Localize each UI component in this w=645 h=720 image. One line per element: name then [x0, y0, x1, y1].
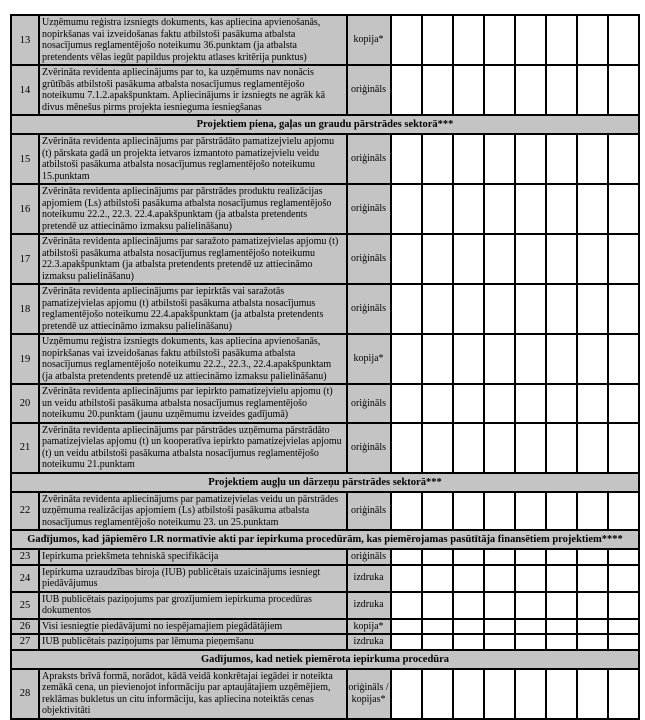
empty-check-cell	[453, 423, 484, 473]
empty-check-cell	[453, 384, 484, 423]
item-row	[11, 592, 639, 619]
item-row	[11, 492, 639, 531]
empty-check-cell	[391, 669, 422, 719]
empty-check-cell	[422, 65, 453, 115]
empty-check-cell	[391, 334, 422, 384]
item-row	[11, 65, 639, 115]
empty-check-cell	[577, 423, 608, 473]
empty-check-cell	[608, 423, 639, 473]
empty-check-cell	[453, 492, 484, 531]
empty-check-cell	[484, 384, 515, 423]
empty-check-cell	[422, 234, 453, 284]
row-number: 17	[11, 234, 39, 284]
empty-check-cell	[515, 549, 546, 565]
empty-check-cell	[546, 284, 577, 334]
empty-check-cell	[546, 234, 577, 284]
row-number: 21	[11, 423, 39, 473]
empty-check-cell	[453, 549, 484, 565]
empty-check-cell	[515, 634, 546, 650]
empty-check-cell	[422, 669, 453, 719]
empty-check-cell	[453, 234, 484, 284]
row-doc-type: oriģināls / kopijas*	[347, 669, 391, 719]
empty-check-cell	[546, 549, 577, 565]
empty-check-cell	[515, 669, 546, 719]
empty-check-cell	[515, 592, 546, 619]
empty-check-cell	[391, 565, 422, 592]
item-row	[11, 15, 639, 65]
row-description: Zvērināta revidenta apliecinājums par pārstrādāto pamatizejvielu apjomu (t) pārskata gadā un projekta ietvaros izmantoto pamatizejvielu veidu atbilstoši pasākuma atbalsta nosacījumus reglamentējošo noteikumu 15.punktam	[39, 134, 346, 184]
empty-check-cell	[422, 423, 453, 473]
empty-check-cell	[391, 619, 422, 635]
empty-check-cell	[391, 284, 422, 334]
empty-check-cell	[608, 669, 639, 719]
row-description: IUB publicētais paziņojums par lēmuma pieņemšanu	[39, 634, 346, 650]
empty-check-cell	[484, 592, 515, 619]
section-header-row	[11, 115, 639, 134]
item-row	[11, 384, 639, 423]
empty-check-cell	[422, 284, 453, 334]
empty-check-cell	[577, 492, 608, 531]
empty-check-cell	[422, 619, 453, 635]
row-doc-type: oriģināls	[347, 134, 391, 184]
empty-check-cell	[546, 592, 577, 619]
row-number: 23	[11, 549, 39, 565]
empty-check-cell	[515, 565, 546, 592]
row-description: IUB publicētais paziņojums par grozījumiem iepirkuma procedūras dokumentos	[39, 592, 346, 619]
row-number: 14	[11, 65, 39, 115]
empty-check-cell	[577, 65, 608, 115]
row-number: 26	[11, 619, 39, 635]
empty-check-cell	[577, 284, 608, 334]
empty-check-cell	[422, 565, 453, 592]
empty-check-cell	[577, 134, 608, 184]
item-row	[11, 423, 639, 473]
row-doc-type: kopija*	[347, 334, 391, 384]
empty-check-cell	[484, 284, 515, 334]
item-row	[11, 619, 639, 635]
empty-check-cell	[546, 384, 577, 423]
empty-check-cell	[515, 134, 546, 184]
section-header-row	[11, 473, 639, 492]
empty-check-cell	[515, 65, 546, 115]
row-doc-type: oriģināls	[347, 492, 391, 531]
empty-check-cell	[577, 634, 608, 650]
empty-check-cell	[484, 492, 515, 531]
row-description: Zvērināta revidenta apliecinājums par iepirkto pamatizejvielu apjomu (t) un veidu atbilstoši pasākuma atbalsta nosacījumus reglamentējošo noteikumu 20.punktam (jaunu uzņēmumu izveides gadījumā)	[39, 384, 346, 423]
empty-check-cell	[391, 423, 422, 473]
item-row	[11, 184, 639, 234]
empty-check-cell	[453, 565, 484, 592]
empty-check-cell	[515, 492, 546, 531]
row-description: Zvērināta revidenta apliecinājums par pamatizejvielas veidu un pārstrādes uzņēmuma realizācijas apjomiem (Ls) atbilstoši pasākuma atbalsta nosacījumus reglamentējošo noteikumu 23. un 25.punktam	[39, 492, 346, 531]
empty-check-cell	[484, 565, 515, 592]
empty-check-cell	[391, 134, 422, 184]
empty-check-cell	[577, 669, 608, 719]
row-description: Zvērināta revidenta apliecinājums par saražoto pamatizejvielas apjomu (t) atbilstoši pasākuma atbalsta nosacījumus reglamentējošo noteikumu 22.3.apakšpunktam (ja atbalsta pretendents pretendē uz attiecināmo izmaksu palielināšanu)	[39, 234, 346, 284]
row-number: 27	[11, 634, 39, 650]
row-doc-type: oriģināls	[347, 423, 391, 473]
empty-check-cell	[577, 619, 608, 635]
empty-check-cell	[608, 284, 639, 334]
empty-check-cell	[484, 184, 515, 234]
row-description: Visi iesniegtie piedāvājumi no iespējamajiem piegādātājiem	[39, 619, 346, 635]
empty-check-cell	[453, 65, 484, 115]
row-number: 25	[11, 592, 39, 619]
empty-check-cell	[546, 65, 577, 115]
empty-check-cell	[546, 134, 577, 184]
empty-check-cell	[422, 334, 453, 384]
empty-check-cell	[422, 15, 453, 65]
item-row	[11, 565, 639, 592]
row-number: 28	[11, 669, 39, 719]
row-description: Zvērināta revidenta apliecinājums par to, ka uzņēmums nav nonācis grūtībās atbilstoši pasākuma atbalsta nosacījumus reglamentējošo noteikumu 7.1.2.apakšpunktam. Apliecinājums ir izsniegts ne agrāk kā divus mēnešus pirms projekta iesnieguma iesniegšanas	[39, 65, 346, 115]
empty-check-cell	[484, 669, 515, 719]
empty-check-cell	[391, 234, 422, 284]
empty-check-cell	[515, 384, 546, 423]
empty-check-cell	[577, 234, 608, 284]
empty-check-cell	[608, 15, 639, 65]
empty-check-cell	[484, 334, 515, 384]
row-description: Apraksts brīvā formā, norādot, kādā veidā konkrētajai iegādei ir noteikta zemākā cena, un pievienojot informāciju par aptaujātajiem uzņēmējiem, reklāmas bukletus un citu informāciju, kas apliecina noteiktās cenas objektivitāti	[39, 669, 346, 719]
empty-check-cell	[546, 565, 577, 592]
empty-check-cell	[453, 619, 484, 635]
empty-check-cell	[453, 634, 484, 650]
row-number: 22	[11, 492, 39, 531]
empty-check-cell	[546, 423, 577, 473]
row-description: Iepirkuma uzraudzības biroja (IUB) publicētais uzaicinājums iesniegt piedāvājumus	[39, 565, 346, 592]
section-header-row	[11, 530, 639, 549]
empty-check-cell	[546, 15, 577, 65]
section-header-row	[11, 650, 639, 669]
empty-check-cell	[484, 634, 515, 650]
empty-check-cell	[608, 492, 639, 531]
empty-check-cell	[515, 284, 546, 334]
empty-check-cell	[453, 669, 484, 719]
empty-check-cell	[608, 565, 639, 592]
empty-check-cell	[484, 234, 515, 284]
empty-check-cell	[515, 184, 546, 234]
row-doc-type: izdruka	[347, 592, 391, 619]
empty-check-cell	[515, 619, 546, 635]
empty-check-cell	[453, 592, 484, 619]
section-title: Projektiem augļu un dārzeņu pārstrādes sektorā***	[11, 473, 639, 492]
row-description: Zvērināta revidenta apliecinājums par pārstrādes produktu realizācijas apjomiem (Ls) atbilstoši pasākuma atbalsta nosacījumus reglamentējošo noteikumu 22.2., 22.3. 22.4.apakšpunktam (ja atbalsta pretendents pretendē uz attiecināmo izmaksu palielināšanu)	[39, 184, 346, 234]
empty-check-cell	[422, 492, 453, 531]
row-description: Uzņēmumu reģistra izsniegts dokuments, kas apliecina apvienošanās, nopirkšanas vai izveidošanas faktu atbilstoši pasākuma atbalsta nosacījumus reglamentējošo noteikumu 22.2., 22.3., 22.4.apakšpunktam (ja atbalsta pretendents pretendē uz attiecināmo izmaksu palielināšanu)	[39, 334, 346, 384]
empty-check-cell	[608, 619, 639, 635]
empty-check-cell	[608, 634, 639, 650]
empty-check-cell	[608, 134, 639, 184]
empty-check-cell	[391, 634, 422, 650]
row-description: Uzņēmumu reģistra izsniegts dokuments, kas apliecina apvienošanās, nopirkšanas vai izveidošanas faktu atbilstoši pasākuma atbalsta nosacījumus reglamentējošo noteikumu 36.punktam (ja atbalsta pretendents vēlas iegūt papildus projektu atlases kritērija punktus)	[39, 15, 346, 65]
row-description: Zvērināta revidenta apliecinājums par pārstrādes uzņēmuma pārstrādāto pamatizejvielas apjomu (t) un kooperatīva iepirkto pamatizejvielas apjomu (t) un veidu atbilstoši pasākuma atbalsta nosacījumus reglamentējošo noteikumu 21.punktam	[39, 423, 346, 473]
empty-check-cell	[453, 184, 484, 234]
empty-check-cell	[608, 234, 639, 284]
row-number: 20	[11, 384, 39, 423]
empty-check-cell	[546, 669, 577, 719]
empty-check-cell	[453, 15, 484, 65]
document-table-body	[11, 15, 639, 719]
empty-check-cell	[546, 184, 577, 234]
empty-check-cell	[546, 334, 577, 384]
empty-check-cell	[391, 492, 422, 531]
empty-check-cell	[484, 549, 515, 565]
empty-check-cell	[422, 134, 453, 184]
row-number: 19	[11, 334, 39, 384]
item-row	[11, 669, 639, 719]
item-row	[11, 234, 639, 284]
empty-check-cell	[484, 65, 515, 115]
row-doc-type: oriģināls	[347, 184, 391, 234]
empty-check-cell	[577, 334, 608, 384]
section-title: Gadījumos, kad netiek piemērota iepirkuma procedūra	[11, 650, 639, 669]
row-doc-type: oriģināls	[347, 384, 391, 423]
row-doc-type: oriģināls	[347, 234, 391, 284]
empty-check-cell	[391, 384, 422, 423]
section-title: Gadījumos, kad jāpiemēro LR normatīvie akti par iepirkuma procedūrām, kas piemērojamas pasūtītāja finansētiem projektiem****	[11, 530, 639, 549]
row-doc-type: izdruka	[347, 634, 391, 650]
row-doc-type: oriģināls	[347, 284, 391, 334]
empty-check-cell	[453, 284, 484, 334]
empty-check-cell	[577, 15, 608, 65]
empty-check-cell	[515, 15, 546, 65]
document-table	[10, 14, 640, 720]
empty-check-cell	[546, 492, 577, 531]
item-row	[11, 334, 639, 384]
item-row	[11, 634, 639, 650]
empty-check-cell	[577, 384, 608, 423]
row-number: 16	[11, 184, 39, 234]
empty-check-cell	[608, 384, 639, 423]
empty-check-cell	[453, 134, 484, 184]
empty-check-cell	[577, 549, 608, 565]
empty-check-cell	[577, 592, 608, 619]
item-row	[11, 284, 639, 334]
empty-check-cell	[546, 634, 577, 650]
row-doc-type: kopija*	[347, 619, 391, 635]
section-title: Projektiem piena, gaļas un graudu pārstrādes sektorā***	[11, 115, 639, 134]
empty-check-cell	[453, 334, 484, 384]
row-doc-type: kopija*	[347, 15, 391, 65]
row-number: 13	[11, 15, 39, 65]
row-doc-type: izdruka	[347, 565, 391, 592]
row-doc-type: oriģināls	[347, 549, 391, 565]
item-row	[11, 134, 639, 184]
empty-check-cell	[577, 184, 608, 234]
empty-check-cell	[391, 65, 422, 115]
row-number: 24	[11, 565, 39, 592]
empty-check-cell	[391, 549, 422, 565]
empty-check-cell	[608, 65, 639, 115]
empty-check-cell	[608, 592, 639, 619]
empty-check-cell	[515, 334, 546, 384]
item-row	[11, 549, 639, 565]
empty-check-cell	[422, 592, 453, 619]
row-doc-type: oriģināls	[347, 65, 391, 115]
empty-check-cell	[484, 619, 515, 635]
empty-check-cell	[577, 565, 608, 592]
row-description: Zvērināta revidenta apliecinājums par iepirktās vai saražotās pamatizejvielas apjomu (t) atbilstoši pasākuma atbalsta nosacījumus reglamentējošo noteikumu 22.4.apakšpunktam (ja atbalsta pretendents pretendē uz attiecināmo izmaksu palielināšanu)	[39, 284, 346, 334]
row-number: 18	[11, 284, 39, 334]
empty-check-cell	[608, 184, 639, 234]
empty-check-cell	[391, 15, 422, 65]
empty-check-cell	[484, 134, 515, 184]
row-description: Iepirkuma priekšmeta tehniskā specifikācija	[39, 549, 346, 565]
empty-check-cell	[391, 184, 422, 234]
empty-check-cell	[608, 549, 639, 565]
empty-check-cell	[391, 592, 422, 619]
empty-check-cell	[484, 15, 515, 65]
empty-check-cell	[608, 334, 639, 384]
empty-check-cell	[422, 634, 453, 650]
empty-check-cell	[484, 423, 515, 473]
row-number: 15	[11, 134, 39, 184]
empty-check-cell	[422, 549, 453, 565]
empty-check-cell	[546, 619, 577, 635]
empty-check-cell	[515, 423, 546, 473]
empty-check-cell	[422, 384, 453, 423]
empty-check-cell	[422, 184, 453, 234]
empty-check-cell	[515, 234, 546, 284]
